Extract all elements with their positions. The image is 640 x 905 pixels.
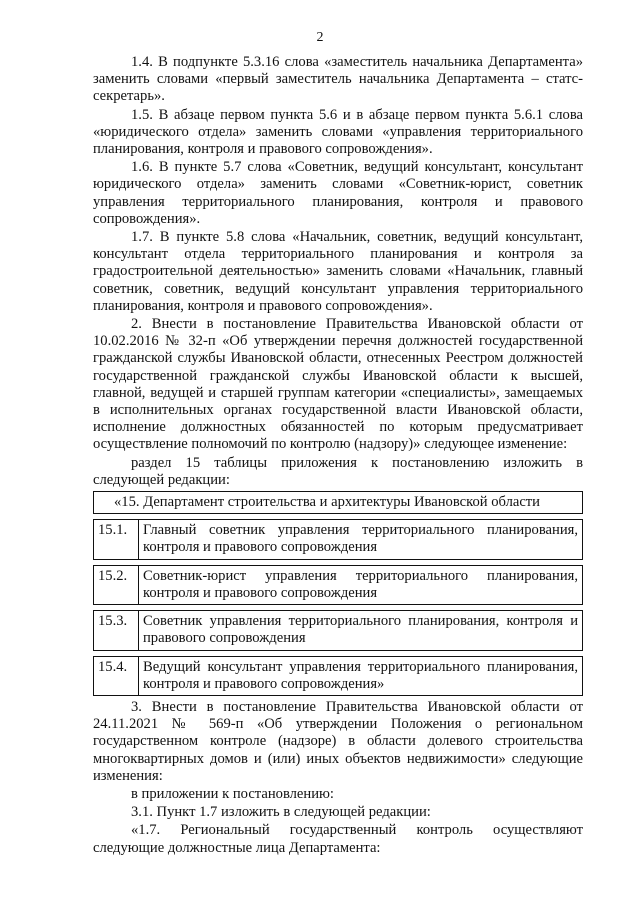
table-row: [94, 565, 583, 604]
document-body: [93, 54, 583, 858]
paragraph-3-intro: в приложении к постановлению:: [131, 785, 334, 802]
paragraph-1-7-new: «1.7. Региональный государственный контроль осуществляют следующие должностные лица Департамента:: [93, 822, 583, 856]
paragraph-1-6: 1.6. В пункте 5.7 слова «Советник, ведущий консультант, консультант юридического отдела» заменить словами «Советник-юрист, советник управления территориального планирования, контроля и правового сопровождения».: [93, 159, 583, 227]
row-text: Ведущий консультант управления территориального планирования, контроля и правового сопровождения»: [139, 656, 583, 695]
table-row: [94, 656, 583, 695]
row-text: Главный советник управления территориального планирования, контроля и правового сопровождения: [139, 520, 583, 559]
table-row: [94, 611, 583, 650]
paragraph-2: 2. Внести в постановление Правительства Ивановской области от 10.02.2016 № 32-п «Об утверждении перечня должностей государственной гражданской службы Ивановской области, отнесенных Реестром должностей государственной гражданской службы Ивановской области к высшей, главной, ведущей и старшей группам категории «специалисты», замещаемых в исполнительных органах государственной власти Ивановской области, исполнение должностных обязанностей по которым предусматривает осуществление полномочий по контролю (надзору)» следующее изменение:: [93, 316, 583, 453]
table-header: «15. Департамент строительства и архитектуры Ивановской области: [94, 492, 583, 514]
row-number: 15.4.: [94, 656, 139, 695]
row-text: Советник-юрист управления территориального планирования, контроля и правового сопровождения: [139, 565, 583, 604]
positions-table: [93, 491, 583, 696]
table-row: [94, 520, 583, 559]
row-number: 15.3.: [94, 611, 139, 650]
paragraph-3: 3. Внести в постановление Правительства Ивановской области от 24.11.2021 № 569-п «Об утверждении Положения о региональном государственном контроле (надзоре) в области долевого строительства многоквартирных домов и (или) иных объектов недвижимости» следующие изменения:: [93, 698, 583, 784]
row-number: 15.2.: [94, 565, 139, 604]
paragraph-1-4: 1.4. В подпункте 5.3.16 слова «заместитель начальника Департамента» заменить словами «первый заместитель начальника Департамента – статс-секретарь».: [93, 54, 583, 105]
paragraph-1-5: 1.5. В абзаце первом пункта 5.6 и в абзаце первом пункта 5.6.1 слова «юридического отдела» заменить словами «управления территориального планирования, контроля и правового сопровождения».: [93, 106, 583, 158]
paragraph-3-1: 3.1. Пункт 1.7 изложить в следующей редакции:: [131, 804, 431, 821]
page-number: 2: [316, 30, 324, 45]
row-text: Советник управления территориального планирования, контроля и правового сопровождения: [139, 611, 583, 650]
paragraph-1-7: 1.7. В пункте 5.8 слова «Начальник, советник, ведущий консультант, консультант отдела территориального планирования и контроля за градостроительной деятельностью» заменить словами «Начальник, главный советник, советник, ведущий консультант управления территориального планирования, контроля и правового сопровождения».: [93, 229, 583, 314]
row-number: 15.1.: [94, 520, 139, 559]
paragraph-2-section: раздел 15 таблицы приложения к постановлению изложить в следующей редакции:: [93, 454, 583, 488]
